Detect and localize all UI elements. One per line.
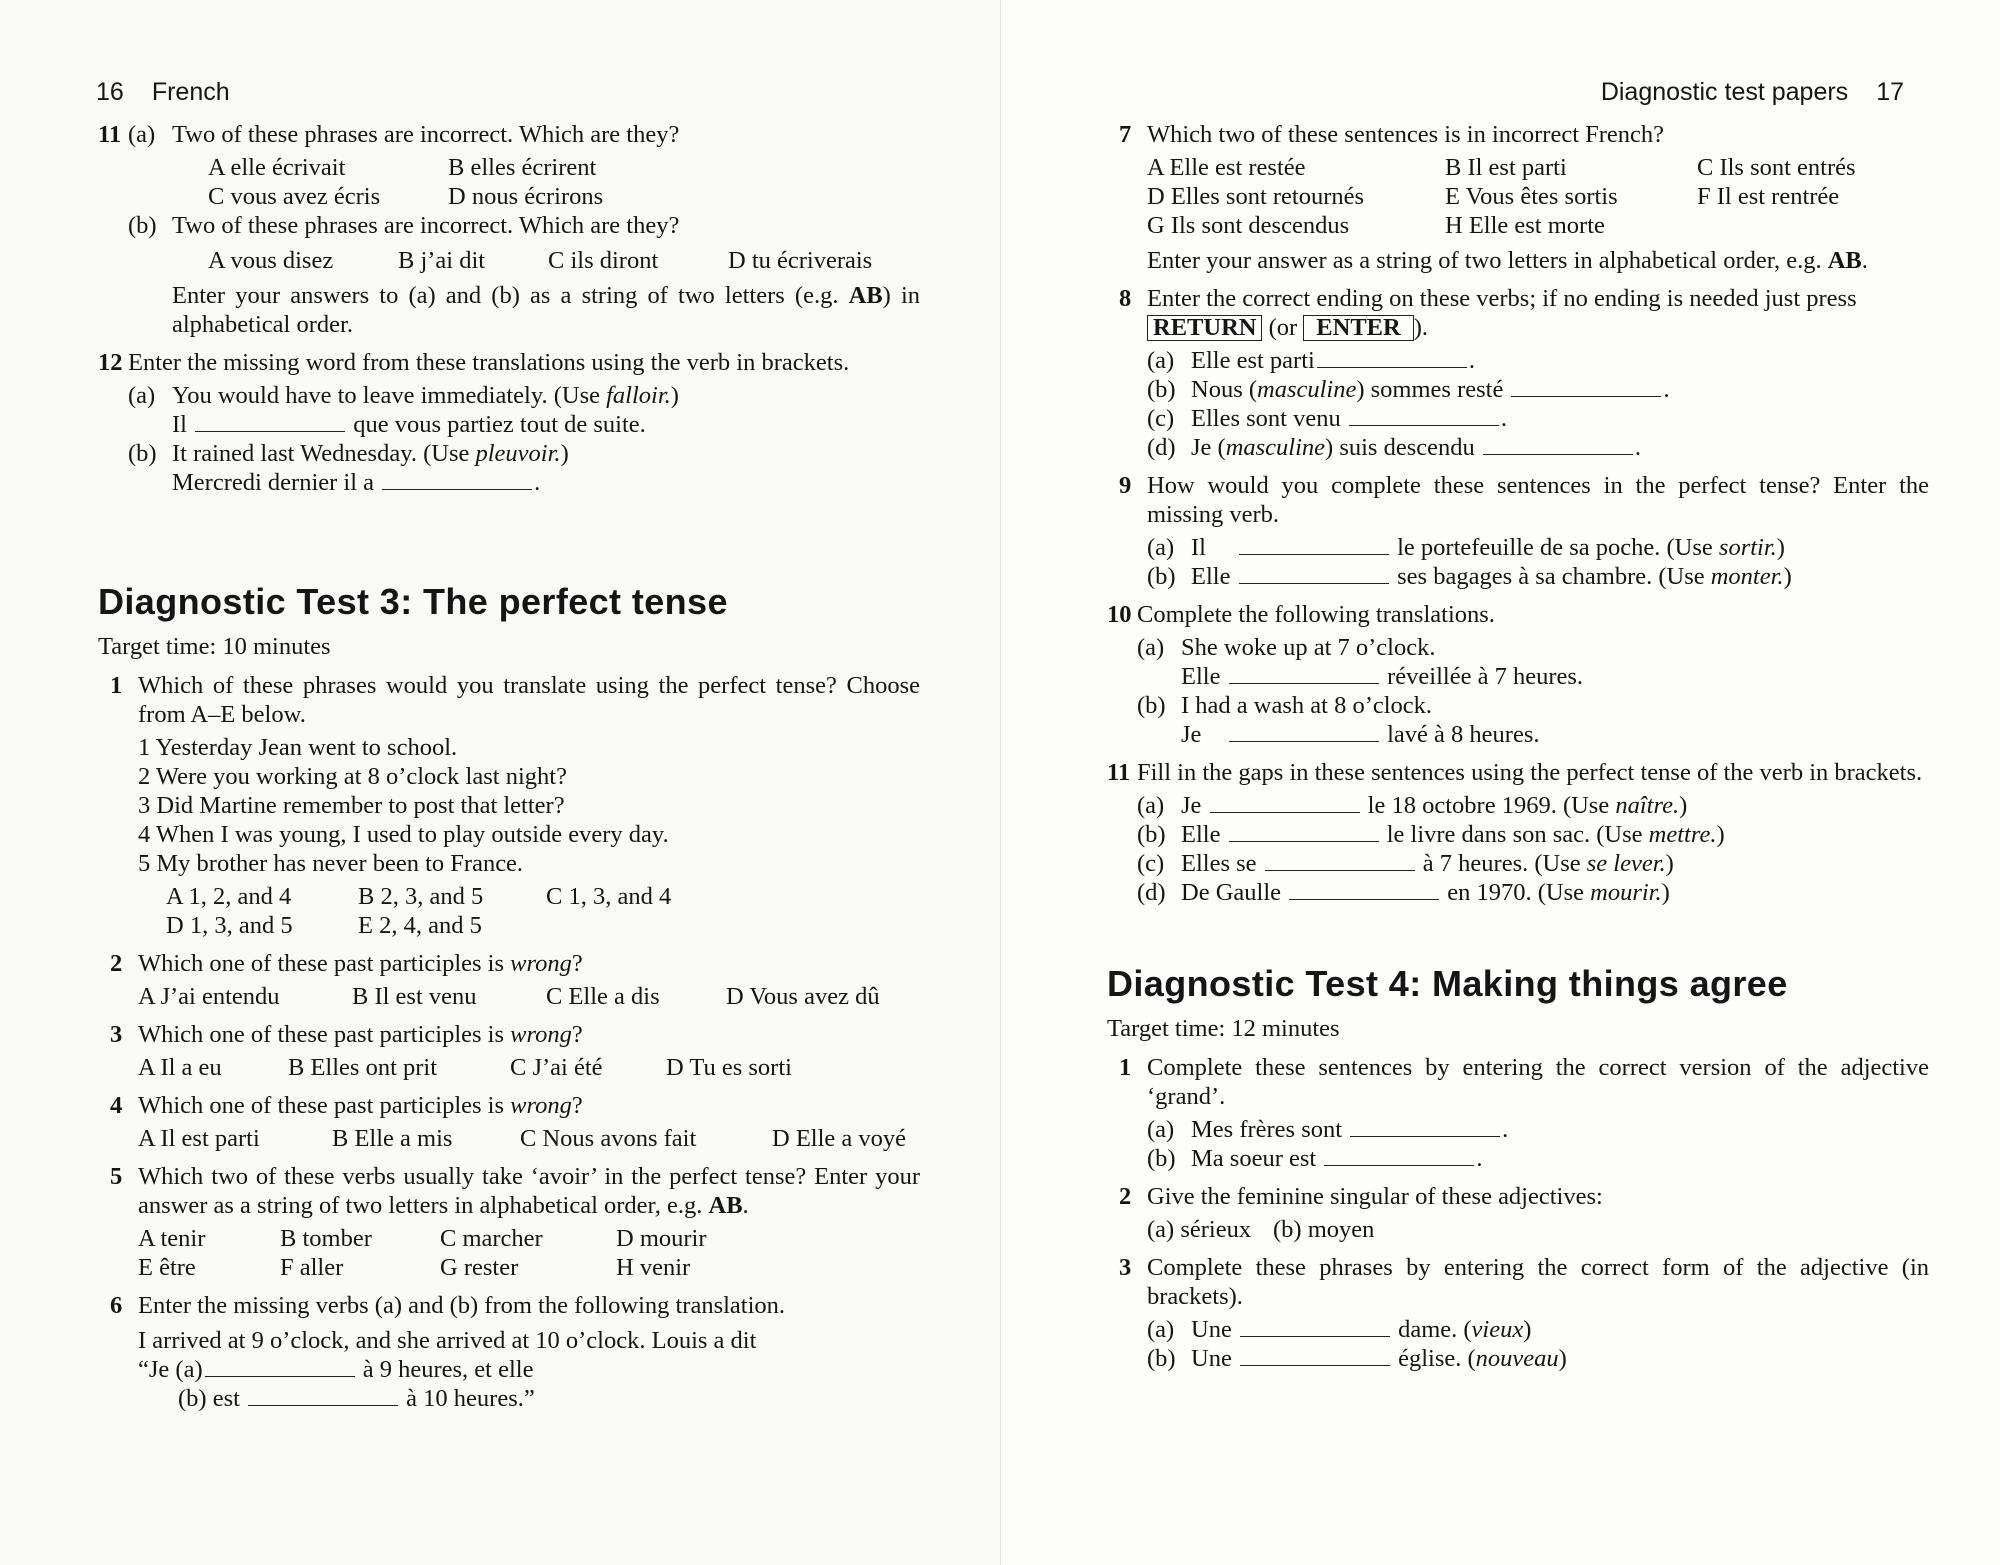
option: D Elle a voyé xyxy=(772,1125,907,1152)
return-key[interactable]: RETURN xyxy=(1147,315,1262,341)
question-number: 1 xyxy=(1119,1054,1132,1081)
answer-blank[interactable] xyxy=(1317,346,1467,368)
part-label: (a) xyxy=(128,382,156,409)
question-text: Enter the missing word from these translations using the verb in brackets. xyxy=(128,349,850,376)
part-label: (b) xyxy=(128,212,157,239)
question-text: Fill in the gaps in these sentences using the perfect tense of the verb in brackets. xyxy=(1137,759,1923,786)
option: C 1, 3, and 4 xyxy=(546,883,672,910)
option: A vous disez xyxy=(208,247,334,274)
part-text: Ma soeur est . xyxy=(1191,1145,1483,1172)
question-number: 6 xyxy=(110,1292,123,1319)
option: H Elle est morte xyxy=(1445,212,1605,239)
translation-line: (b) est à 10 heures.” xyxy=(178,1385,535,1412)
question-number: 9 xyxy=(1119,472,1132,499)
question-10 xyxy=(1107,600,1929,749)
option: C Elle a dis xyxy=(546,983,660,1010)
question-text: Complete the following translations. xyxy=(1137,601,1495,628)
option: C Ils sont entrés xyxy=(1697,154,1856,181)
list-item: 2 Were you working at 8 o’clock last night? xyxy=(138,763,567,790)
part-text: Elle est parti . xyxy=(1191,347,1475,374)
part-text: Two of these phrases are incorrect. Which are they? xyxy=(172,212,680,239)
question-11 xyxy=(98,120,920,339)
question-number: 4 xyxy=(110,1092,123,1119)
question-7 xyxy=(1107,120,1929,275)
question-number: 12 xyxy=(98,349,123,376)
test3-question-1 xyxy=(98,671,920,940)
question-number: 2 xyxy=(110,950,123,977)
option: D tu écriverais xyxy=(728,247,873,274)
part-text: Je (masculine) suis descendu . xyxy=(1191,434,1641,461)
question-text: Which one of these past participles is wrong? xyxy=(138,1021,583,1048)
option: A Il a eu xyxy=(138,1054,222,1081)
gap-line: Mercredi dernier il a . xyxy=(172,469,541,496)
enter-key[interactable]: ENTER xyxy=(1303,315,1413,341)
part-label: (b) xyxy=(128,440,157,467)
answer-blank[interactable] xyxy=(1511,375,1661,397)
option: F aller xyxy=(280,1254,344,1281)
option: C Nous avons fait xyxy=(520,1125,697,1152)
option: D nous écrirons xyxy=(448,183,604,210)
question-text: Give the feminine singular of these adjectives: xyxy=(1147,1183,1603,1210)
answer-blank[interactable] xyxy=(1483,433,1633,455)
answer-blank[interactable] xyxy=(1239,562,1389,584)
part-text: Mes frères sont . xyxy=(1191,1116,1509,1143)
question-text: Complete these phrases by entering the correct form of the adjective (in brackets). xyxy=(1147,1254,1929,1310)
instruction: Enter your answers to (a) and (b) as a string of two letters (e.g. AB) in alphabetical order. xyxy=(172,282,921,338)
option: F Il est rentrée xyxy=(1697,183,1840,210)
option: A Il est parti xyxy=(138,1125,260,1152)
option: G Ils sont descendus xyxy=(1147,212,1350,239)
question-12 xyxy=(98,348,920,497)
question-number: 11 xyxy=(98,121,122,148)
option: A Elle est restée xyxy=(1147,154,1306,181)
part-text: Une église. (nouveau) xyxy=(1191,1345,1567,1372)
list-item: 3 Did Martine remember to post that letter? xyxy=(138,792,565,819)
question-11-right xyxy=(1107,758,1929,907)
part-label: (a) xyxy=(1147,1316,1175,1343)
part-label: (b) xyxy=(1137,692,1166,719)
option: D Vous avez dû xyxy=(726,983,880,1010)
page-number: 16 xyxy=(96,78,124,106)
answer-blank[interactable] xyxy=(1229,720,1379,742)
option: B Elle a mis xyxy=(332,1125,453,1152)
option: A J’ai entendu xyxy=(138,983,280,1010)
right-running-header xyxy=(1601,78,1904,107)
part-label: (b) xyxy=(1147,1145,1176,1172)
question-number: 3 xyxy=(110,1021,123,1048)
part-text: Two of these phrases are incorrect. Which are they? xyxy=(172,121,680,148)
test3-question-4 xyxy=(98,1091,920,1153)
test4-question-3 xyxy=(1107,1253,1929,1373)
section-heading: Diagnostic Test 3: The perfect tense xyxy=(98,581,728,622)
left-content xyxy=(98,120,920,1422)
gap-line: Elle réveillée à 7 heures. xyxy=(1181,663,1584,690)
option: C vous avez écris xyxy=(208,183,381,210)
page-number: 17 xyxy=(1876,78,1904,106)
test3-question-5 xyxy=(98,1162,920,1282)
answer-blank[interactable] xyxy=(1289,878,1439,900)
part-text: I had a wash at 8 o’clock. xyxy=(1181,692,1433,719)
question-number: 10 xyxy=(1107,601,1132,628)
instruction: Enter your answer as a string of two letters in alphabetical order, e.g. AB. xyxy=(1147,247,1868,274)
option: D mourir xyxy=(616,1225,707,1252)
answer-blank[interactable] xyxy=(1239,533,1389,555)
section-heading: Diagnostic Test 4: Making things agree xyxy=(1107,963,1788,1004)
option: A elle écrivait xyxy=(208,154,346,181)
header-title: French xyxy=(151,78,230,106)
question-text: Which two of these verbs usually take ‘avoir’ in the perfect tense? Enter your answer as a string of two letters in alphabetical order, e.g. AB. xyxy=(138,1163,920,1219)
option: B Il est parti xyxy=(1445,154,1567,181)
translation-line: “Je (a) à 9 heures, et elle xyxy=(138,1356,534,1383)
part-label: (b) xyxy=(1147,1345,1176,1372)
option: (b) moyen xyxy=(1273,1216,1375,1243)
question-number: 11 xyxy=(1107,759,1131,786)
part-text: Elles sont venu . xyxy=(1191,405,1507,432)
right-page xyxy=(1000,0,2000,1565)
target-time: Target time: 10 minutes xyxy=(98,633,331,660)
question-text: Which of these phrases would you translate using the perfect tense? Choose from A–E below. xyxy=(138,672,920,728)
option: E 2, 4, and 5 xyxy=(358,912,482,939)
option: C marcher xyxy=(440,1225,543,1252)
option: G rester xyxy=(440,1254,519,1281)
part-text: It rained last Wednesday. (Use pleuvoir.) xyxy=(172,440,569,467)
question-9 xyxy=(1107,471,1929,591)
answer-blank[interactable] xyxy=(382,468,532,490)
part-text: Il le portefeuille de sa poche. (Use sortir.) xyxy=(1191,534,1785,561)
answer-blank[interactable] xyxy=(195,410,345,432)
option: B Elles ont prit xyxy=(288,1054,438,1081)
option: B j’ai dit xyxy=(398,247,486,274)
part-label: (a) xyxy=(1147,1116,1175,1143)
question-number: 2 xyxy=(1119,1183,1132,1210)
option: A tenir xyxy=(138,1225,206,1252)
part-text: Elle ses bagages à sa chambre. (Use monter.) xyxy=(1191,563,1792,590)
question-text: Enter the correct ending on these verbs; if no ending is needed just press xyxy=(1147,285,1857,312)
test3-question-3 xyxy=(98,1020,920,1082)
test3-question-6 xyxy=(98,1291,920,1413)
list-item: 5 My brother has never been to France. xyxy=(138,850,524,877)
test4-question-1 xyxy=(1107,1053,1929,1173)
answer-blank[interactable] xyxy=(1350,1115,1500,1137)
part-text: De Gaulle en 1970. (Use mourir.) xyxy=(1181,879,1670,906)
list-item: 4 When I was young, I used to play outside every day. xyxy=(138,821,669,848)
question-text: Complete these sentences by entering the correct version of the adjective ‘grand’. xyxy=(1147,1054,1929,1110)
option: D Tu es sorti xyxy=(666,1054,792,1081)
gap-line: Je lavé à 8 heures. xyxy=(1181,721,1540,748)
right-content xyxy=(1107,120,1929,1382)
answer-blank[interactable] xyxy=(1324,1144,1474,1166)
option: H venir xyxy=(616,1254,691,1281)
part-label: (d) xyxy=(1137,879,1166,906)
part-text: Nous (masculine) sommes resté . xyxy=(1191,376,1670,403)
answer-blank[interactable] xyxy=(1229,820,1379,842)
question-text: Enter the missing verbs (a) and (b) from the following translation. xyxy=(138,1292,786,1319)
test4-question-2 xyxy=(1107,1182,1929,1244)
part-label: (a) xyxy=(1137,792,1165,819)
answer-blank[interactable] xyxy=(1229,662,1379,684)
part-label: (d) xyxy=(1147,434,1176,461)
option: C ils diront xyxy=(548,247,659,274)
option: B tomber xyxy=(280,1225,372,1252)
option: D Elles sont retournés xyxy=(1147,183,1365,210)
target-time: Target time: 12 minutes xyxy=(1107,1015,1340,1042)
part-label: (b) xyxy=(1147,376,1176,403)
option: E Vous êtes sortis xyxy=(1445,183,1618,210)
left-running-header xyxy=(96,78,230,107)
answer-blank[interactable] xyxy=(1210,791,1360,813)
part-text: Une dame. (vieux) xyxy=(1191,1316,1532,1343)
option: B Il est venu xyxy=(352,983,477,1010)
option: (a) sérieux xyxy=(1147,1216,1252,1243)
option: A 1, 2, and 4 xyxy=(166,883,292,910)
question-text: Which two of these sentences is in incorrect French? xyxy=(1147,121,1665,148)
question-8 xyxy=(1107,284,1929,462)
answer-blank[interactable] xyxy=(1240,1315,1390,1337)
part-text: She woke up at 7 o’clock. xyxy=(1181,634,1436,661)
part-label: (b) xyxy=(1147,563,1176,590)
answer-blank[interactable] xyxy=(1265,849,1415,871)
part-label: (b) xyxy=(1137,821,1166,848)
header-title: Diagnostic test papers xyxy=(1600,78,1849,106)
part-label: (a) xyxy=(128,121,156,148)
answer-blank[interactable] xyxy=(1240,1344,1390,1366)
list-item: 1 Yesterday Jean went to school. xyxy=(138,734,458,761)
option: B elles écrirent xyxy=(448,154,597,181)
question-text: Which one of these past participles is wrong? xyxy=(138,1092,583,1119)
key-instruction: RETURN (or ENTER ). xyxy=(1147,313,1929,342)
part-label: (a) xyxy=(1147,347,1175,374)
answer-blank[interactable] xyxy=(248,1384,398,1406)
question-number: 1 xyxy=(110,672,123,699)
answer-blank[interactable] xyxy=(205,1355,355,1377)
question-number: 5 xyxy=(110,1163,123,1190)
question-number: 3 xyxy=(1119,1254,1132,1281)
question-number: 8 xyxy=(1119,285,1132,312)
question-text: Which one of these past participles is wrong? xyxy=(138,950,583,977)
option: E être xyxy=(138,1254,196,1281)
translation-line: I arrived at 9 o’clock, and she arrived at 10 o’clock. Louis a dit xyxy=(138,1327,757,1354)
part-text: You would have to leave immediately. (Use falloir.) xyxy=(172,382,679,409)
answer-blank[interactable] xyxy=(1349,404,1499,426)
option: B 2, 3, and 5 xyxy=(358,883,484,910)
option: C J’ai été xyxy=(510,1054,603,1081)
part-text: Elles se à 7 heures. (Use se lever.) xyxy=(1181,850,1674,877)
part-label: (c) xyxy=(1137,850,1165,877)
test3-question-2 xyxy=(98,949,920,1011)
part-label: (a) xyxy=(1137,634,1165,661)
gap-line: Il que vous partiez tout de suite. xyxy=(172,411,646,438)
question-text: How would you complete these sentences in the perfect tense? Enter the missing verb. xyxy=(1147,472,1929,528)
part-label: (c) xyxy=(1147,405,1175,432)
part-text: Je le 18 octobre 1969. (Use naître.) xyxy=(1181,792,1688,819)
part-label: (a) xyxy=(1147,534,1175,561)
option: D 1, 3, and 5 xyxy=(166,912,293,939)
part-text: Elle le livre dans son sac. (Use mettre.) xyxy=(1181,821,1725,848)
question-number: 7 xyxy=(1119,121,1132,148)
